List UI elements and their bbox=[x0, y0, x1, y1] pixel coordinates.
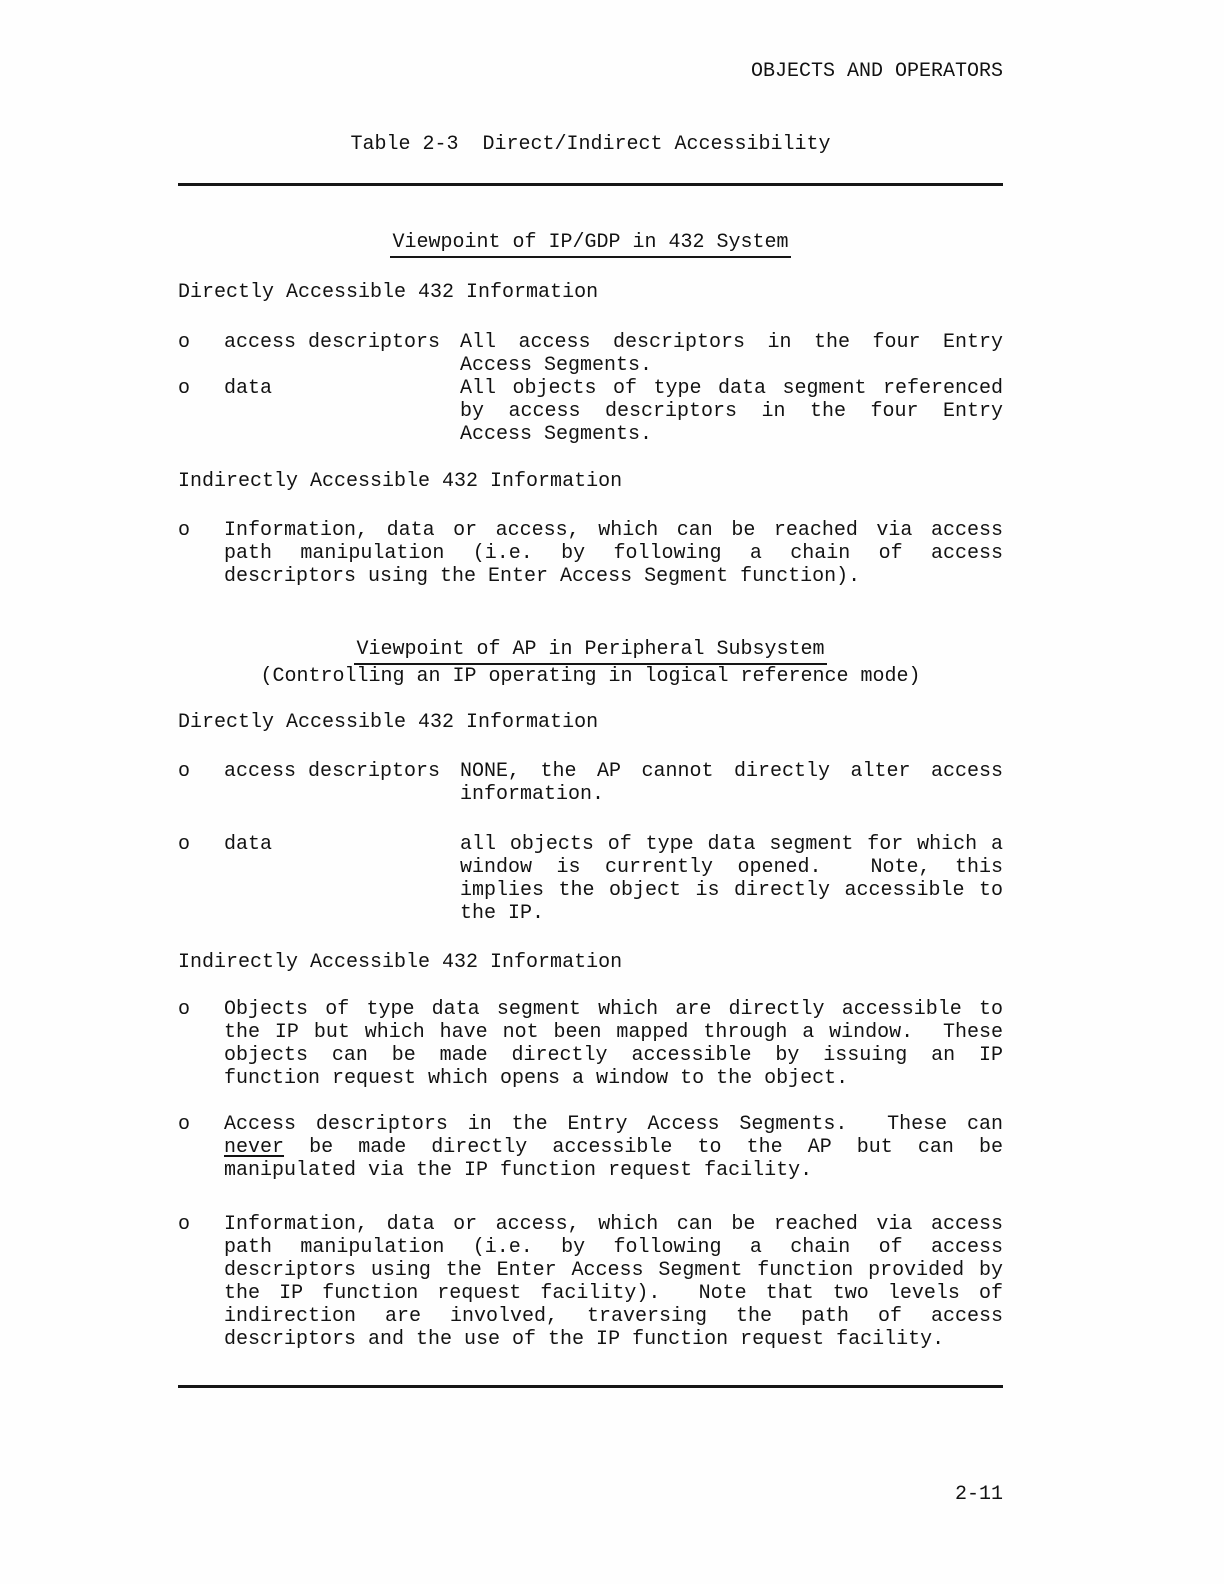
horizontal-rule-bottom bbox=[178, 1385, 1003, 1388]
item-text: all objects of type data segment for which a window is currently opened. Note, this implies the object is directly accessible to the IP. bbox=[460, 833, 1016, 925]
section-heading-text: Viewpoint of AP in Peripheral Subsystem bbox=[354, 638, 826, 665]
list-item bbox=[178, 519, 1016, 588]
item-text: NONE, the AP cannot directly alter access information. bbox=[460, 760, 1016, 806]
item-text-pre: Access descriptors in the Entry Access Segments. These can bbox=[224, 1113, 1015, 1136]
running-header: OBJECTS AND OPERATORS bbox=[750, 60, 1003, 83]
item-text-post: be made directly accessible to the AP but can be manipulated via the IP function request facility. bbox=[224, 1136, 1016, 1182]
item-term: access descriptors bbox=[224, 331, 441, 354]
horizontal-rule-top bbox=[178, 183, 1003, 186]
item-term: access descriptors bbox=[224, 760, 441, 783]
bullet-marker: o bbox=[178, 998, 191, 1021]
page-number: 2-11 bbox=[954, 1483, 1003, 1506]
bullet-marker: o bbox=[178, 760, 191, 783]
bullet-marker: o bbox=[178, 1213, 191, 1236]
table-title: Table 2-3 Direct/Indirect Accessibility bbox=[350, 133, 831, 156]
group-label-directly-accessible: Directly Accessible 432 Information bbox=[178, 711, 599, 734]
bullet-marker: o bbox=[178, 519, 191, 542]
list-item bbox=[178, 833, 1016, 925]
group-label-directly-accessible: Directly Accessible 432 Information bbox=[178, 281, 599, 304]
list-item bbox=[178, 998, 1016, 1090]
section-subheading: (Controlling an IP operating in logical reference mode) bbox=[260, 665, 921, 688]
section-heading-text: Viewpoint of IP/GDP in 432 System bbox=[390, 231, 790, 258]
item-text: All objects of type data segment referenced by access descriptors in the four Entry Access Segments. bbox=[460, 377, 1016, 446]
item-text: Information, data or access, which can be reached via access path manipulation (i.e. by following a chain of access descriptors using the Enter Access Segment function). bbox=[224, 519, 1016, 588]
list-item bbox=[178, 1213, 1016, 1351]
item-text: Information, data or access, which can be reached via access path manipulation (i.e. by following a chain of access descriptors using the Enter Access Segment function provided by the IP function request facility). Note that two levels of indirection are involved, traversing the path of access descriptors and the use of the IP function request facility. bbox=[224, 1213, 1016, 1351]
item-term: data bbox=[224, 377, 273, 400]
list-item bbox=[178, 760, 1016, 806]
section-heading-ip-gdp bbox=[178, 231, 1003, 258]
section-heading-ap bbox=[178, 638, 1003, 665]
bullet-marker: o bbox=[178, 1113, 191, 1136]
item-term: data bbox=[224, 833, 273, 856]
item-text: All access descriptors in the four Entry Access Segments. bbox=[460, 331, 1016, 377]
group-label-indirectly-accessible: Indirectly Accessible 432 Information bbox=[178, 470, 623, 493]
group-label-indirectly-accessible: Indirectly Accessible 432 Information bbox=[178, 951, 623, 974]
bullet-marker: o bbox=[178, 377, 191, 400]
underlined-word: never bbox=[224, 1136, 285, 1159]
list-item bbox=[178, 331, 1016, 377]
item-text: Objects of type data segment which are directly accessible to the IP but which have not been mapped through a window. These objects can be made directly accessible by issuing an IP function request which opens a window to the object. bbox=[224, 998, 1016, 1090]
list-item bbox=[178, 1113, 1016, 1182]
bullet-marker: o bbox=[178, 833, 191, 856]
list-item bbox=[178, 377, 1016, 446]
bullet-marker: o bbox=[178, 331, 191, 354]
item-text bbox=[224, 1113, 1016, 1182]
